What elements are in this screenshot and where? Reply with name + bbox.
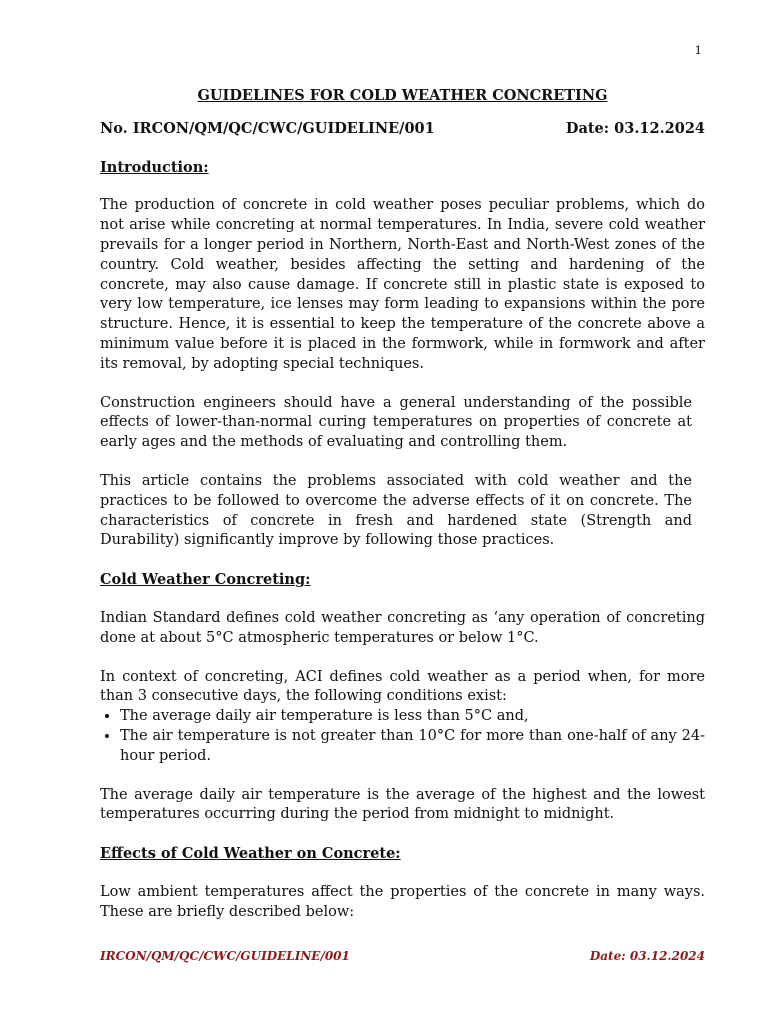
effects-heading: Effects of Cold Weather on Concrete: bbox=[100, 845, 401, 863]
footer-date: Date: 03.12.2024 bbox=[589, 949, 705, 963]
introduction-paragraph-1: The production of concrete in cold weather poses peculiar problems, which do not arise while concreting at normal temperatures. In India, severe cold weather prevails for a longer period in Northern, North-East and North-West zones of the country. Cold weather, besides affecting the setting and hardening of the concrete, may also cause damage. If concrete still in plastic state is exposed to very low temperature, ice lenses may form leading to expansions within the pore structure. Hence, it is essential to keep the temperature of the concrete above a minimum value before it is placed in the formwork, while in formwork and after its removal, by adopting special techniques. bbox=[100, 197, 705, 372]
conditions-list bbox=[100, 707, 705, 766]
footer-reference: IRCON/QM/QC/CWC/GUIDELINE/001 bbox=[100, 949, 350, 963]
reference-date: Date: 03.12.2024 bbox=[565, 119, 705, 137]
list-item: • The air temperature is not greater than 10°C for more than one-half of any 24-hour period. bbox=[120, 727, 705, 767]
cold-weather-paragraph-2: In context of concreting, ACI defines cold weather as a period when, for more than 3 consecutive days, the following conditions exist: bbox=[100, 668, 705, 705]
cold-weather-paragraph-1: Indian Standard defines cold weather concreting as ‘any operation of concreting done at about 5°C atmospheric temperatures or below 1°C. bbox=[100, 609, 705, 646]
effects-paragraph-1: Low ambient temperatures affect the properties of the concrete in many ways. These are briefly described below: bbox=[100, 883, 705, 920]
list-item: • The average daily air temperature is less than 5°C and, bbox=[120, 707, 705, 727]
introduction-paragraph-2: Construction engineers should have a general understanding of the possible effects of lower-than-normal curing temperatures on properties of concrete at early ages and the methods of evaluating and controlling them. bbox=[100, 394, 692, 451]
cold-weather-concreting-heading: Cold Weather Concreting: bbox=[100, 571, 311, 589]
page-number: 1 bbox=[694, 43, 702, 57]
document-body bbox=[100, 86, 705, 923]
reference-row bbox=[100, 119, 705, 139]
page-footer bbox=[100, 949, 705, 963]
cold-weather-paragraph-3: The average daily air temperature is the average of the highest and the lowest temperatures occurring during the period from midnight to midnight. bbox=[100, 786, 705, 823]
document-title: GUIDELINES FOR COLD WEATHER CONCRETING bbox=[197, 87, 608, 104]
introduction-paragraph-3: This article contains the problems associated with cold weather and the practices to be followed to overcome the adverse effects of it on concrete. The characteristics of concrete in fresh and hardened state (Strength and Durability) significantly improve by following those practices. bbox=[100, 472, 692, 549]
introduction-heading: Introduction: bbox=[100, 158, 209, 176]
reference-number: No. IRCON/QM/QC/CWC/GUIDELINE/001 bbox=[100, 119, 435, 137]
